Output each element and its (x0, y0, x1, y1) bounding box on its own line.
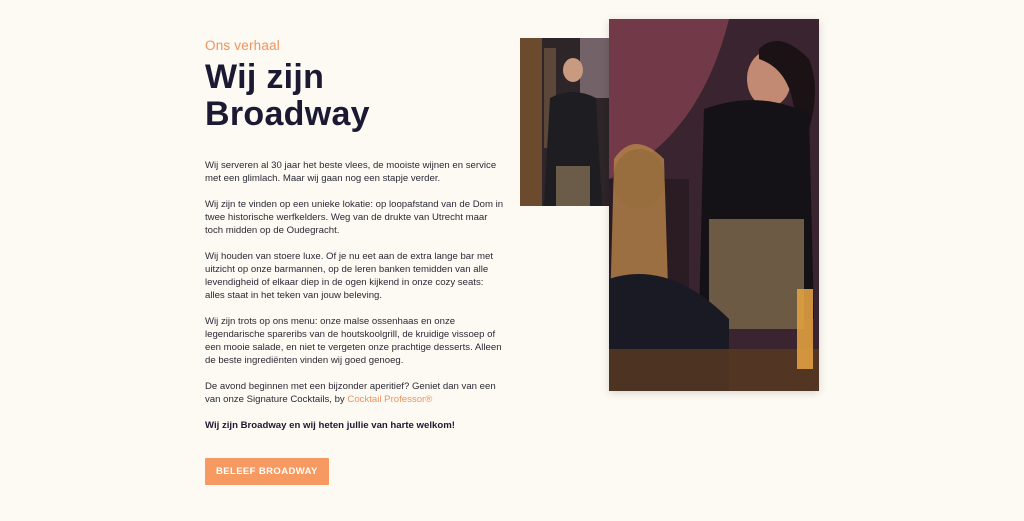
waiter-photo (520, 38, 610, 206)
title-line-1: Wij zijn (205, 58, 325, 96)
waiter-illustration (520, 38, 610, 206)
paragraph-aperitif (205, 380, 505, 406)
welcome-text: Wij zijn Broadway en wij heten jullie van harte welkom! (205, 420, 455, 431)
restaurant-photo (609, 19, 819, 391)
paragraph-menu: Wij zijn trots op ons menu: onze malse ossenhaas en onze legendarische spareribs van de houtskoolgrill, de kruidige vissoep of een mooie salade, en niet te vergeten onze prachtige desserts. Alleen de beste ingrediënten vinden wij goed genoeg. (205, 316, 502, 366)
paragraph-location: Wij zijn te vinden op een unieke lokatie: op loopafstand van de Dom in twee historische werfkelders. Weg van de drukte van Utrecht maar toch midden op de Oudegracht. (205, 199, 504, 236)
section-eyebrow: Ons verhaal (205, 38, 280, 53)
story-section (205, 38, 505, 485)
cocktail-professor-link[interactable]: Cocktail Professor® (347, 394, 433, 405)
paragraph-luxury: Wij houden van stoere luxe. Of je nu eet aan de extra lange bar met uitzicht op onze barmannen, op de leren banken temidden van alle levendigheid of elkaar diep in de ogen kijkend in onze cozy seats: alles staat in het teken van jouw beleving. (205, 251, 493, 301)
beleef-broadway-button[interactable]: BELEEF BROADWAY (205, 458, 329, 485)
paragraph-intro: Wij serveren al 30 jaar het beste vlees, de mooiste wijnen en service met een glimlach. Maar wij gaan nog een stapje verder. (205, 160, 497, 184)
restaurant-illustration (609, 19, 819, 391)
title-line-2: Broadway (205, 95, 370, 133)
aperitif-text: De avond beginnen met een bijzonder aperitief? Geniet dan van een van onze Signature Cocktails, by (205, 381, 496, 405)
page-title (205, 59, 505, 133)
